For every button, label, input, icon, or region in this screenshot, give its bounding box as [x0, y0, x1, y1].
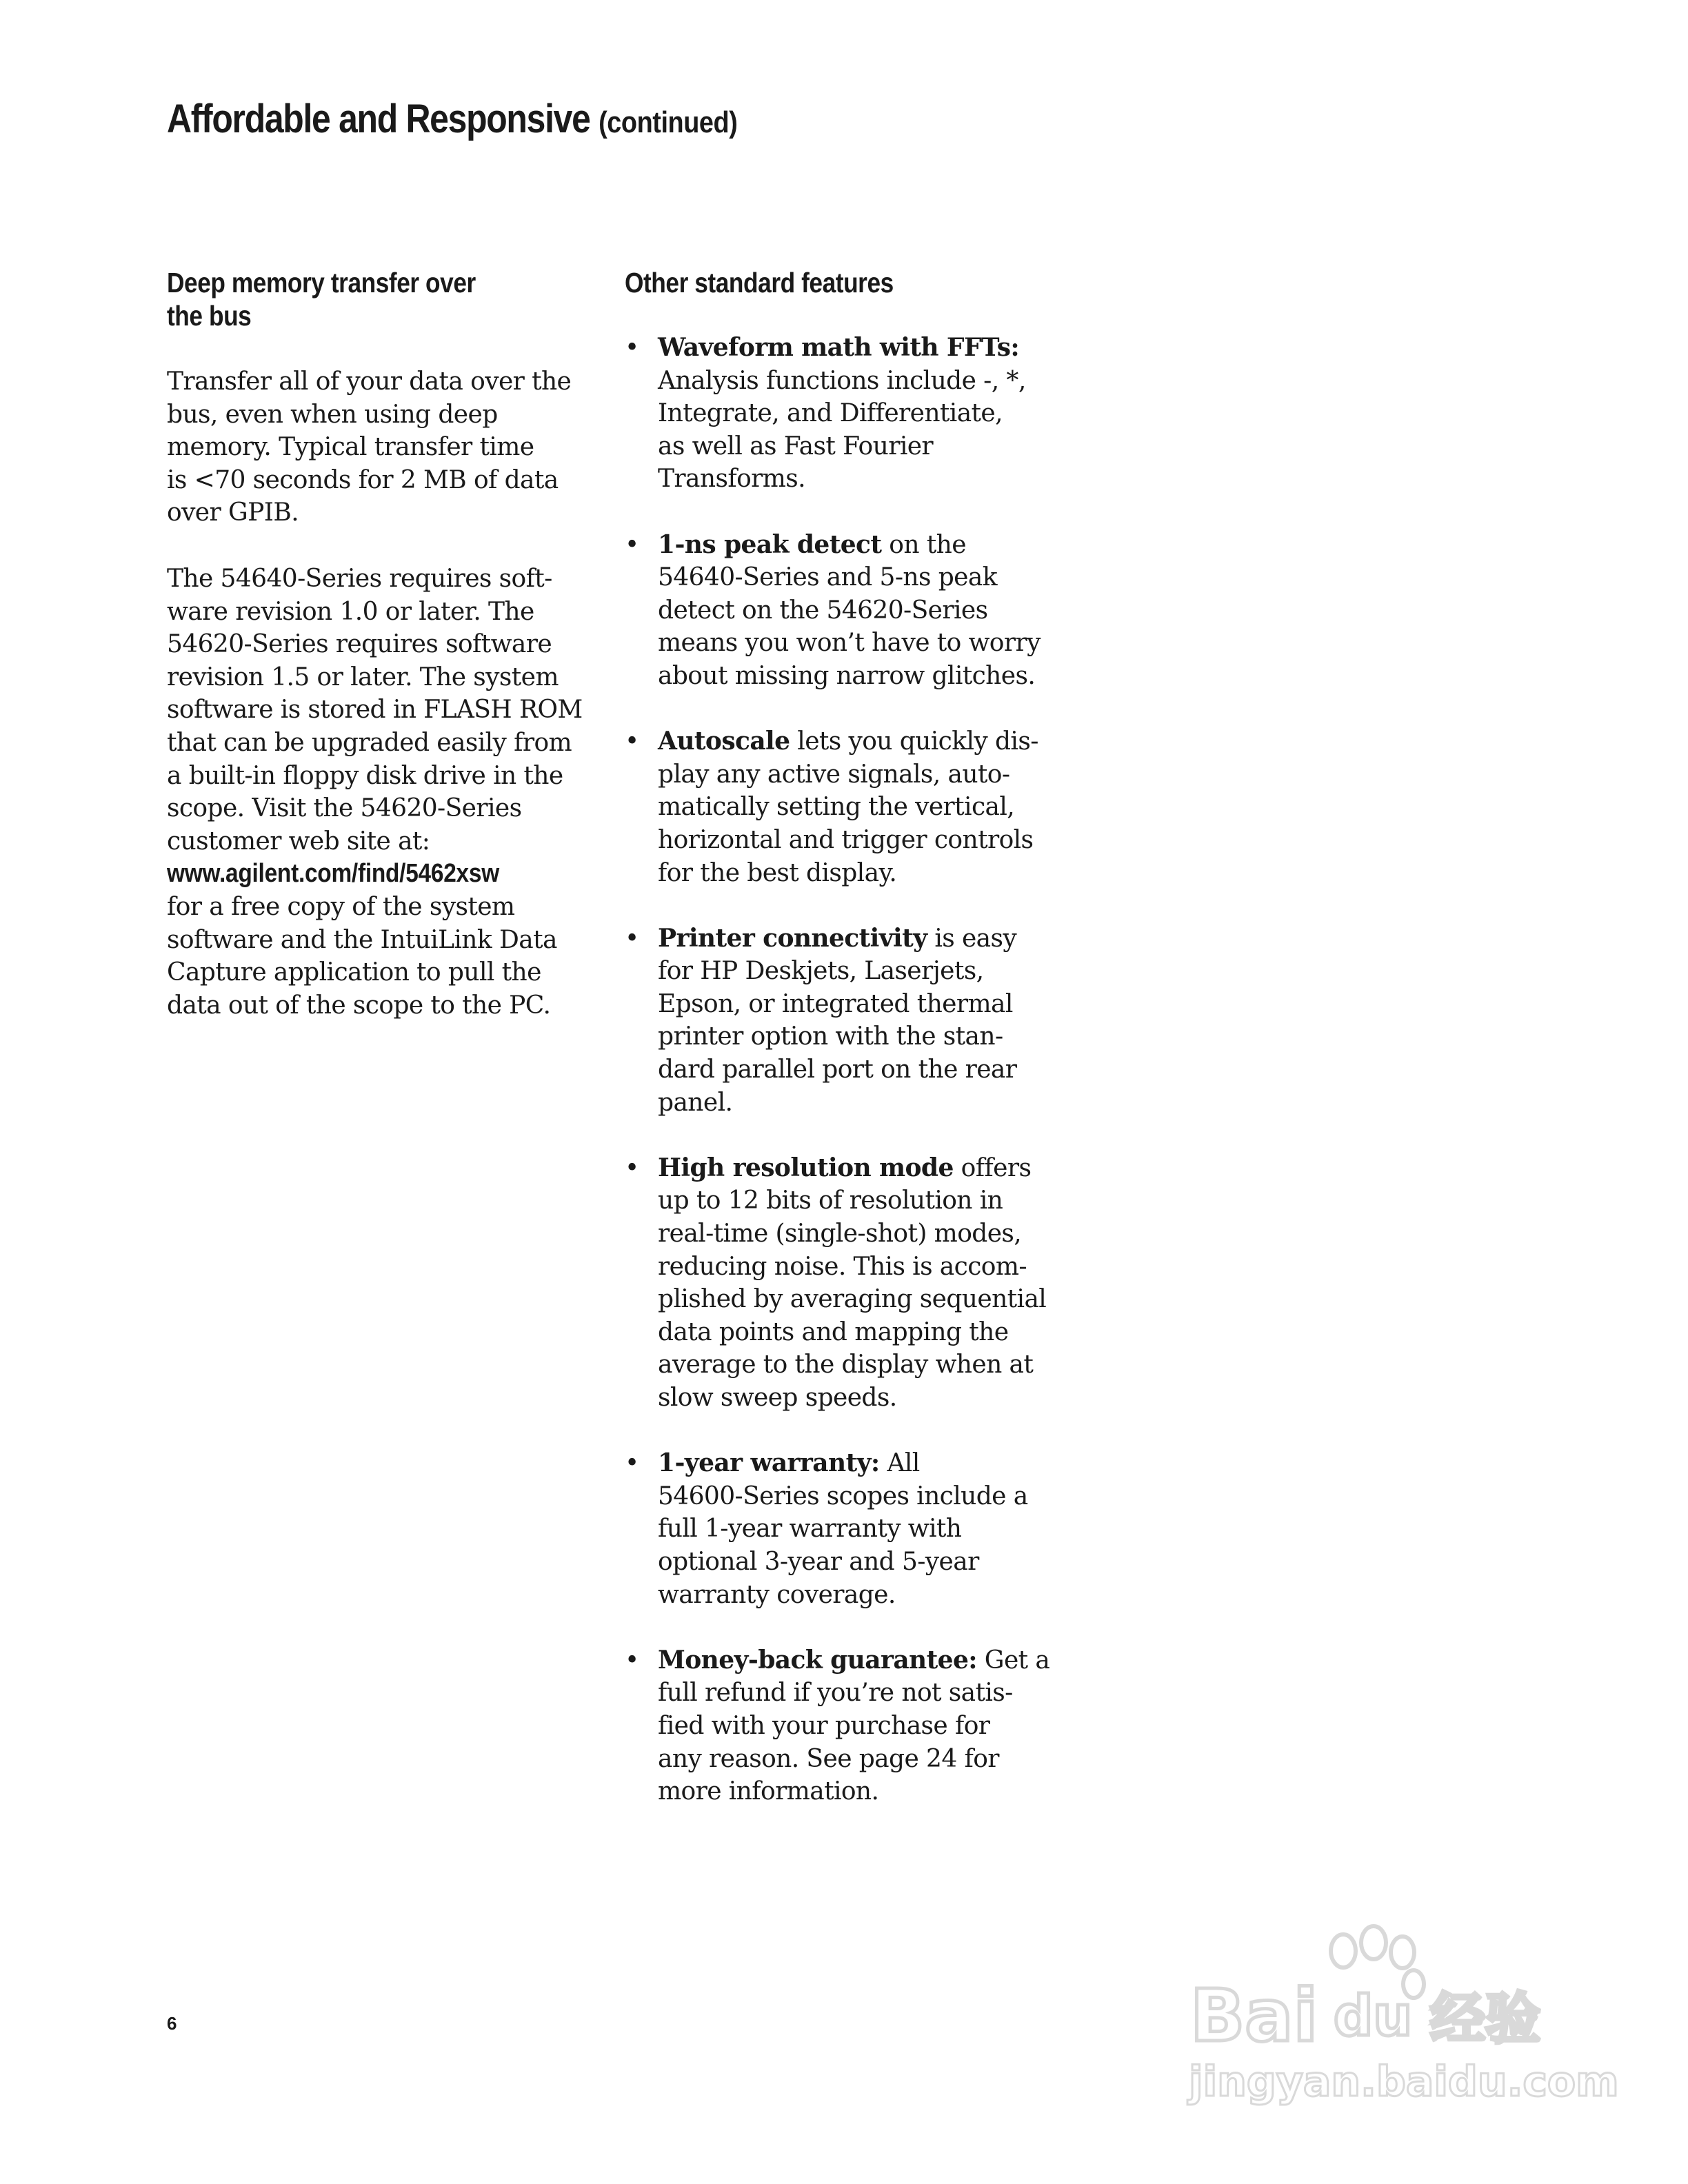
text-line: means you won’t have to worry [658, 629, 1041, 658]
text-line: dard parallel port on the rear [658, 1055, 1017, 1084]
text-line: average to the display when at [658, 1351, 1034, 1379]
bullet-icon: • [625, 530, 639, 559]
text-line: bus, even when using deep [167, 400, 498, 429]
feature-item-money-back [625, 1644, 1066, 1808]
text-line: Integrate, and Differentiate, [658, 399, 1003, 428]
bullet-icon: • [625, 1449, 639, 1478]
left-column [167, 266, 608, 1022]
text-line: Epson, or integrated thermal [658, 989, 1013, 1018]
watermark-brand-cjk: 经验 [1430, 1987, 1540, 2051]
text-line: detect on the 54620-Series [658, 596, 988, 625]
feature-title: 1-year warranty: [658, 1448, 880, 1478]
text-line: over GPIB. [167, 498, 299, 527]
text-line: up to 12 bits of resolution in [658, 1186, 1003, 1215]
bullet-icon: • [625, 1646, 639, 1675]
text-line: 54640-Series and 5-ns peak [658, 563, 997, 592]
software-download-link[interactable]: www.agilent.com/find/5462xsw [167, 859, 499, 889]
text-line: printer option with the stan- [658, 1022, 1003, 1051]
text-line: for HP Deskjets, Laserjets, [658, 957, 984, 986]
heading-line: Deep memory transfer over [167, 267, 476, 299]
text-line: slow sweep speeds. [658, 1384, 897, 1412]
feature-item-peak-detect [625, 529, 1066, 693]
feature-title: Money-back guarantee: [658, 1645, 977, 1675]
feature-title: Autoscale [658, 727, 790, 756]
text-line: memory. Typical transfer time [167, 433, 534, 462]
text-line: plished by averaging sequential [658, 1285, 1047, 1314]
text-line: matically setting the vertical, [658, 793, 1015, 822]
text-line: a built-in floppy disk drive in the [167, 761, 563, 790]
text-line: real-time (single-shot) modes, [658, 1220, 1022, 1248]
text-line: 54620-Series requires software [167, 630, 552, 659]
feature-text: lets you quickly dis- [790, 727, 1038, 756]
text-line: horizontal and trigger controls [658, 825, 1034, 854]
heading-line: the bus [167, 300, 252, 332]
title-continued: (continued) [599, 105, 738, 139]
software-revision-paragraph [167, 563, 608, 1022]
text-line: optional 3-year and 5-year [658, 1547, 979, 1576]
features-list [625, 332, 1066, 1808]
text-line: customer web site at: [167, 827, 430, 856]
feature-title: Waveform math with FFTs: [658, 333, 1020, 362]
text-line: Transfer all of your data over the [167, 367, 572, 396]
feature-text: Get a [976, 1646, 1050, 1675]
text-line: scope. Visit the 54620-Series [167, 794, 522, 823]
feature-item-printer-connectivity [625, 922, 1066, 1120]
feature-title: High resolution mode [658, 1153, 954, 1182]
bullet-icon: • [625, 727, 639, 756]
bullet-icon: • [625, 1153, 639, 1182]
text-line: reducing noise. This is accom- [658, 1252, 1027, 1281]
feature-item-high-resolution [625, 1152, 1066, 1415]
text-line: warranty coverage. [658, 1580, 896, 1609]
text-line: data points and mapping the [658, 1317, 1009, 1346]
text-line: Analysis functions include -, *, [658, 366, 1026, 395]
text-line: Transforms. [658, 465, 806, 494]
text-line: for a free copy of the system [167, 892, 515, 921]
feature-text: offers [953, 1153, 1032, 1182]
text-line: software is stored in FLASH ROM [167, 696, 583, 725]
text-line: software and the IntuiLink Data [167, 925, 557, 954]
title-main: Affordable and Responsive [167, 97, 590, 141]
text-line: Capture application to pull the [167, 958, 541, 987]
text-line: more information. [658, 1777, 879, 1806]
text-line: data out of the scope to the PC. [167, 991, 551, 1020]
feature-item-waveform-math [625, 332, 1066, 496]
watermark-url: jingyan.baidu.com [1189, 2058, 1619, 2106]
feature-text: is easy [927, 924, 1017, 953]
deep-memory-heading [167, 266, 618, 332]
text-line: about missing narrow glitches. [658, 661, 1036, 690]
bullet-icon: • [625, 924, 639, 953]
feature-title: Printer connectivity [658, 923, 927, 953]
heading-line: Other standard features [625, 267, 894, 299]
page-number: 6 [167, 2013, 177, 2034]
feature-item-warranty [625, 1447, 1066, 1611]
feature-text: All [879, 1449, 920, 1478]
feature-text: on the [881, 530, 966, 559]
bullet-icon: • [625, 334, 639, 362]
text-line: The 54640-Series requires soft- [167, 564, 552, 593]
text-line: for the best display. [658, 858, 897, 887]
text-line: full refund if you’re not satis- [658, 1679, 1013, 1708]
page-title [167, 95, 737, 147]
other-features-heading [625, 266, 1076, 299]
text-line: that can be upgraded easily from [167, 728, 572, 757]
text-line: as well as Fast Fourier [658, 432, 934, 461]
watermark-brand-latin: Bai [1190, 1974, 1318, 2058]
text-line: ware revision 1.0 or later. The [167, 597, 534, 626]
text-line: fied with your purchase for [658, 1711, 990, 1740]
feature-title: 1-ns peak detect [658, 529, 882, 559]
text-line: play any active signals, auto- [658, 760, 1010, 789]
baidu-watermark [1186, 1910, 1619, 2110]
watermark-brand-paw-text: du [1334, 1984, 1413, 2048]
text-line: any reason. See page 24 for [658, 1744, 999, 1773]
feature-item-autoscale [625, 725, 1066, 889]
text-line: is <70 seconds for 2 MB of data [167, 465, 559, 494]
transfer-paragraph [167, 365, 608, 529]
text-line: panel. [658, 1088, 733, 1117]
text-line: 54600-Series scopes include a [658, 1482, 1028, 1510]
text-line: full 1-year warranty with [658, 1515, 962, 1544]
right-column [625, 266, 1066, 1841]
text-line: revision 1.5 or later. The system [167, 663, 559, 691]
